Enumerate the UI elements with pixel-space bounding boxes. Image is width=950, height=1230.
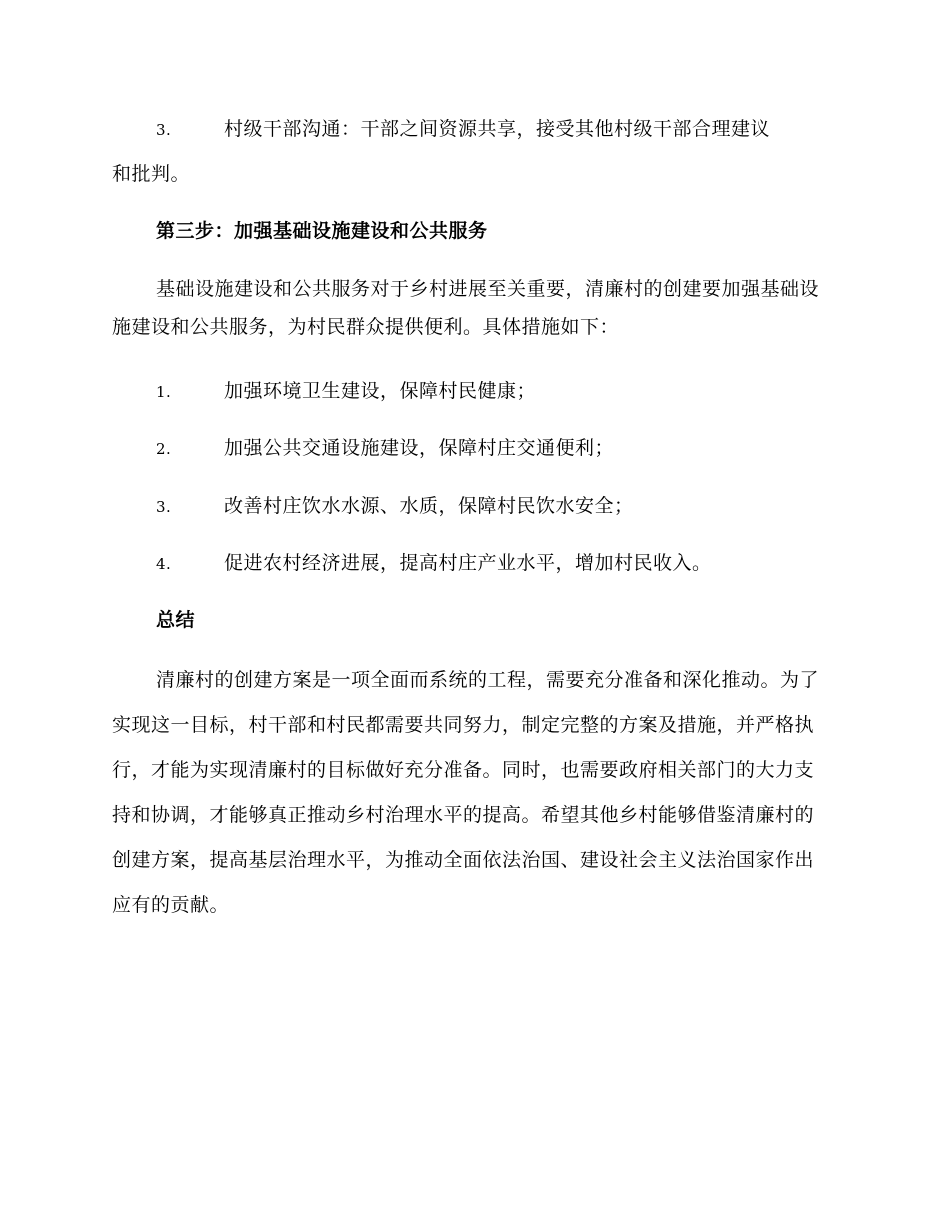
section-heading-step3: 第三步：加强基础设施建设和公共服务 — [156, 220, 488, 242]
list-item-text: 促进农村经济进展，提高村庄产业水平，增加村民收入。 — [224, 552, 712, 574]
list-number: 2. — [156, 440, 172, 458]
list-item-text: 改善村庄饮水水源、水质，保障村民饮水安全； — [224, 495, 634, 517]
list-number: 1. — [156, 383, 172, 401]
list-item — [156, 544, 836, 583]
list-item-text: 加强环境卫生建设，保障村民健康； — [224, 380, 537, 402]
list-item-text: 村级干部沟通：干部之间资源共享，接受其他村级干部合理建议 — [224, 118, 771, 140]
list-item — [156, 372, 836, 411]
section-heading-summary: 总结 — [156, 609, 196, 631]
list-item — [156, 429, 836, 468]
list-item-cadre-communication — [156, 110, 836, 149]
list-number: 4. — [156, 555, 172, 573]
list-number: 3. — [156, 498, 172, 516]
list-item — [156, 487, 836, 526]
paragraph-step3-intro: 基础设施建设和公共服务对于乡村进展至关重要，清廉村的创建要加强基础设施建设和公共服务，为村民群众提供便利。具体措施如下： — [112, 278, 820, 338]
list-item-wrap-text: 和批判。 — [112, 163, 191, 185]
list-number: 3. — [156, 121, 172, 139]
paragraph-summary: 清廉村的创建方案是一项全面而系统的工程，需要充分准备和深化推动。为了实现这一目标，村干部和村民都需要共同努力，制定完整的方案及措施，并严格执行，才能为实现清廉村的目标做好充分准备。同时，也需要政府相关部门的大力支持和协调，才能够真正推动乡村治理水平的提高。希望其他乡村能够借鉴清廉村的创建方案，提高基层治理水平，为推动全面依法治国、建设社会主义法治国家作出应有的贡献。 — [112, 669, 820, 916]
list-item-text: 加强公共交通设施建设，保障村庄交通便利； — [224, 437, 615, 459]
